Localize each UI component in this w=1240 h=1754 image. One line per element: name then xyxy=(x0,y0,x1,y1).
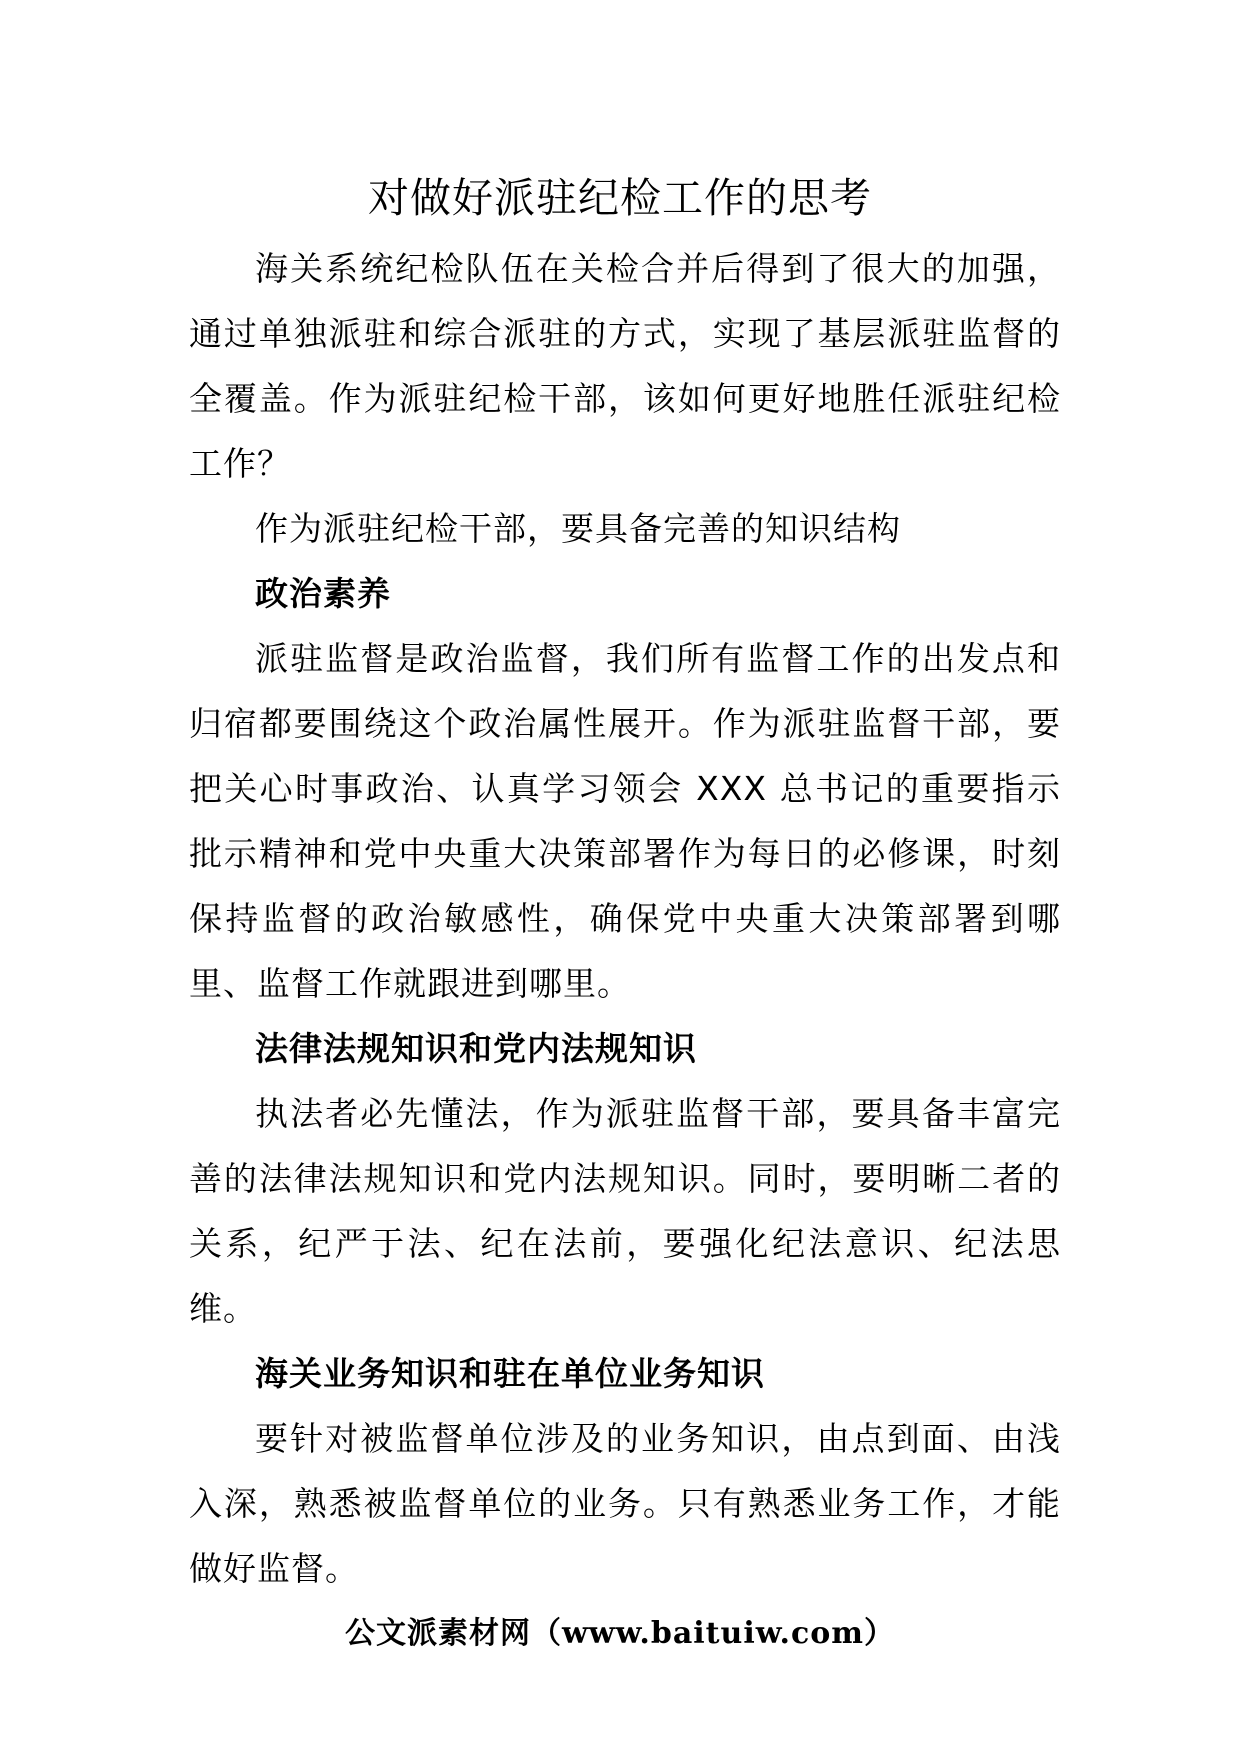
section-heading-law: 法律法规知识和党内法规知识 xyxy=(255,1029,697,1068)
section-heading-political: 政治素养 xyxy=(255,574,391,613)
intro-paragraph: 海关系统纪检队伍在关检合并后得到了很大的加强，通过单独派驻和综合派驻的方式，实现了基层派驻监督的全覆盖。作为派驻纪检干部，该如何更好地胜任派驻纪检工作？ xyxy=(189,249,1061,483)
law-paragraph: 执法者必先懂法，作为派驻监督干部，要具备丰富完善的法律法规知识和党内法规知识。同时，要明晰二者的关系，纪严于法、纪在法前，要强化纪法意识、纪法思维。 xyxy=(189,1094,1061,1328)
document-footer: 公文派素材网（www.baituiw.com） xyxy=(344,1616,896,1651)
business-paragraph: 要针对被监督单位涉及的业务知识，由点到面、由浅入深，熟悉被监督单位的业务。只有熟悉业务工作，才能做好监督。 xyxy=(189,1419,1061,1588)
document-body xyxy=(189,236,1061,1601)
knowledge-structure-paragraph: 作为派驻纪检干部，要具备完善的知识结构 xyxy=(255,509,901,548)
document-title: 对做好派驻纪检工作的思考 xyxy=(368,174,872,222)
political-paragraph: 派驻监督是政治监督，我们所有监督工作的出发点和归宿都要围绕这个政治属性展开。作为派驻监督干部，要把关心时事政治、认真学习领会 XXX 总书记的重要指示批示精神和党中央重大决策部署作为每日的必修课，时刻保持监督的政治敏感性，确保党中央重大决策部署到哪里、监督工作就跟进到哪里。 xyxy=(189,639,1061,1003)
section-heading-business: 海关业务知识和驻在单位业务知识 xyxy=(255,1354,765,1393)
